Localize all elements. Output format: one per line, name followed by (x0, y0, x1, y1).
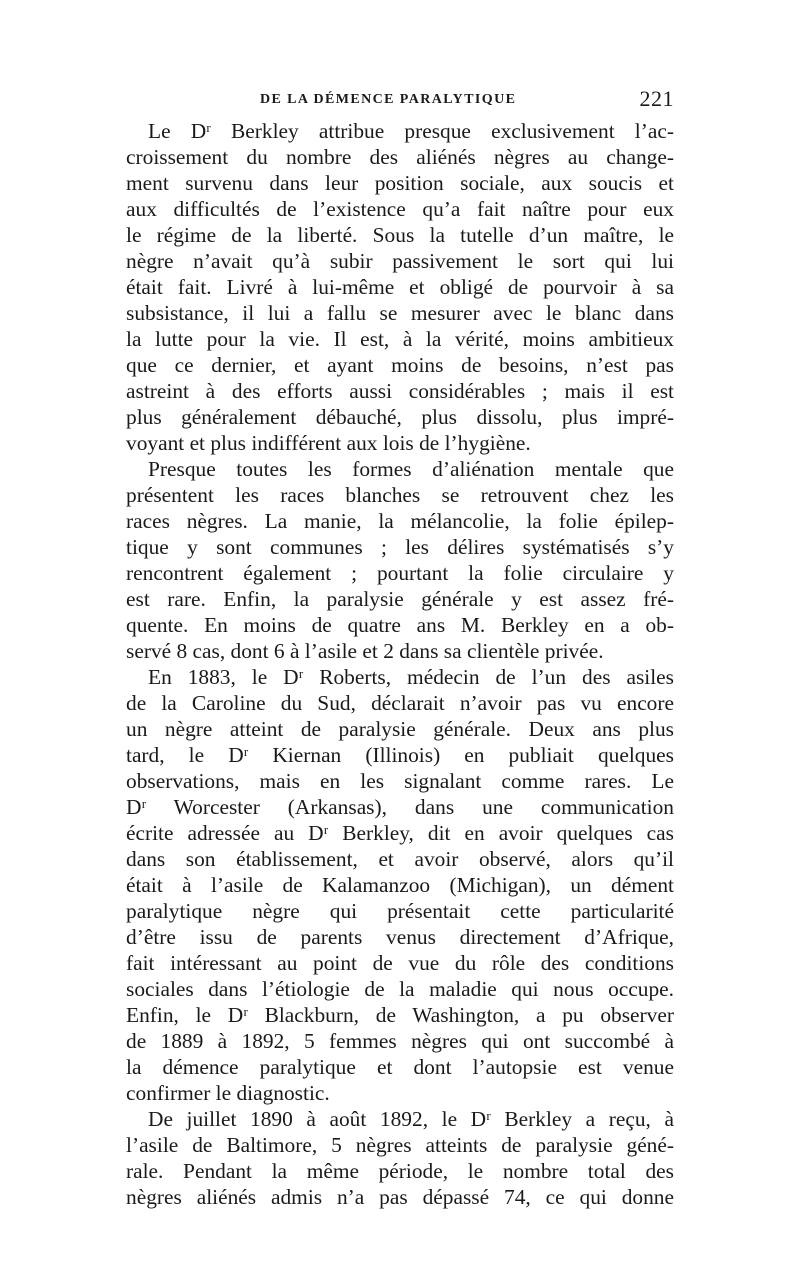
text-line: aux difficultés de l’existence qu’a fait naître pour eux (126, 197, 674, 221)
text-line: servé 8 cas, dont 6 à l’asile et 2 dans sa clientèle privée. (126, 639, 604, 663)
text-line: races nègres. La manie, la mélancolie, la folie épilep- (126, 509, 674, 533)
text-line: tard, le Dʳ Kiernan (Illinois) en publiait quelques (126, 743, 674, 767)
text-line: observations, mais en les signalant comme rares. Le (126, 769, 674, 793)
text-line: nègres aliénés admis n’a pas dépassé 74, ce qui donne (126, 1185, 674, 1209)
text-line: Enfin, le Dʳ Blackburn, de Washington, a pu observer (126, 1003, 674, 1027)
text-line: dans son établissement, et avoir observé, alors qu’il (126, 847, 674, 871)
text-line: rale. Pendant la même période, le nombre total des (126, 1159, 674, 1183)
paragraph (126, 1106, 674, 1210)
text-line: de 1889 à 1892, 5 femmes nègres qui ont succombé à (126, 1029, 674, 1053)
paragraph (126, 118, 674, 456)
text-line: de la Caroline du Sud, déclarait n’avoir pas vu encore (126, 691, 674, 715)
text-line: était fait. Livré à lui-même et obligé de pourvoir à sa (126, 275, 674, 299)
text-line: est rare. Enfin, la paralysie générale y est assez fré- (126, 587, 674, 611)
running-head (126, 86, 674, 116)
text-line: un nègre atteint de paralysie générale. Deux ans plus (126, 717, 674, 741)
text-line: plus généralement débauché, plus dissolu, plus impré- (126, 405, 674, 429)
text-line: ment survenu dans leur position sociale, aux soucis et (126, 171, 674, 195)
text-line: tique y sont communes ; les délires systématisés s’y (126, 535, 674, 559)
text-line: que ce dernier, et ayant moins de besoins, n’est pas (126, 353, 674, 377)
text-line: d’être issu de parents venus directement d’Afrique, (126, 925, 674, 949)
text-line: Le Dʳ Berkley attribue presque exclusivement l’ac- (148, 119, 674, 143)
page-number: 221 (639, 86, 674, 111)
body-text (126, 118, 674, 1210)
text-line: fait intéressant au point de vue du rôle des conditions (126, 951, 674, 975)
text-line: subsistance, il lui a fallu se mesurer avec le blanc dans (126, 301, 674, 325)
text-line: sociales dans l’étiologie de la maladie qui nous occupe. (126, 977, 674, 1001)
paragraph (126, 664, 674, 1106)
text-line: la lutte pour la vie. Il est, à la vérité, moins ambitieux (126, 327, 674, 351)
text-line: le régime de la liberté. Sous la tutelle d’un maître, le (126, 223, 674, 247)
text-line: la démence paralytique et dont l’autopsie est venue (126, 1055, 674, 1079)
text-line: paralytique nègre qui présentait cette particularité (126, 899, 674, 923)
text-line: quente. En moins de quatre ans M. Berkley en a ob- (126, 613, 674, 637)
text-line: était à l’asile de Kalamanzoo (Michigan), un dément (126, 873, 674, 897)
paragraph (126, 456, 674, 664)
book-page (126, 86, 674, 1210)
text-line: présentent les races blanches se retrouvent chez les (126, 483, 674, 507)
text-line: rencontrent également ; pourtant la folie circulaire y (126, 561, 674, 585)
text-line: nègre n’avait qu’à subir passivement le sort qui lui (126, 249, 674, 273)
text-line: De juillet 1890 à août 1892, le Dʳ Berkley a reçu, à (148, 1107, 674, 1131)
text-line: l’asile de Baltimore, 5 nègres atteints de paralysie géné- (126, 1133, 674, 1157)
text-line: astreint à des efforts aussi considérables ; mais il est (126, 379, 674, 403)
text-line: En 1883, le Dʳ Roberts, médecin de l’un des asiles (148, 665, 674, 689)
text-line: Presque toutes les formes d’aliénation mentale que (148, 457, 674, 481)
text-line: écrite adressée au Dʳ Berkley, dit en avoir quelques cas (126, 821, 674, 845)
text-line: Dʳ Worcester (Arkansas), dans une communication (126, 795, 674, 819)
text-line: confirmer le diagnostic. (126, 1081, 330, 1105)
text-line: croissement du nombre des aliénés nègres au change- (126, 145, 674, 169)
running-title: DE LA DÉMENCE PARALYTIQUE (260, 92, 517, 107)
text-line: voyant et plus indifférent aux lois de l’hygiène. (126, 431, 531, 455)
